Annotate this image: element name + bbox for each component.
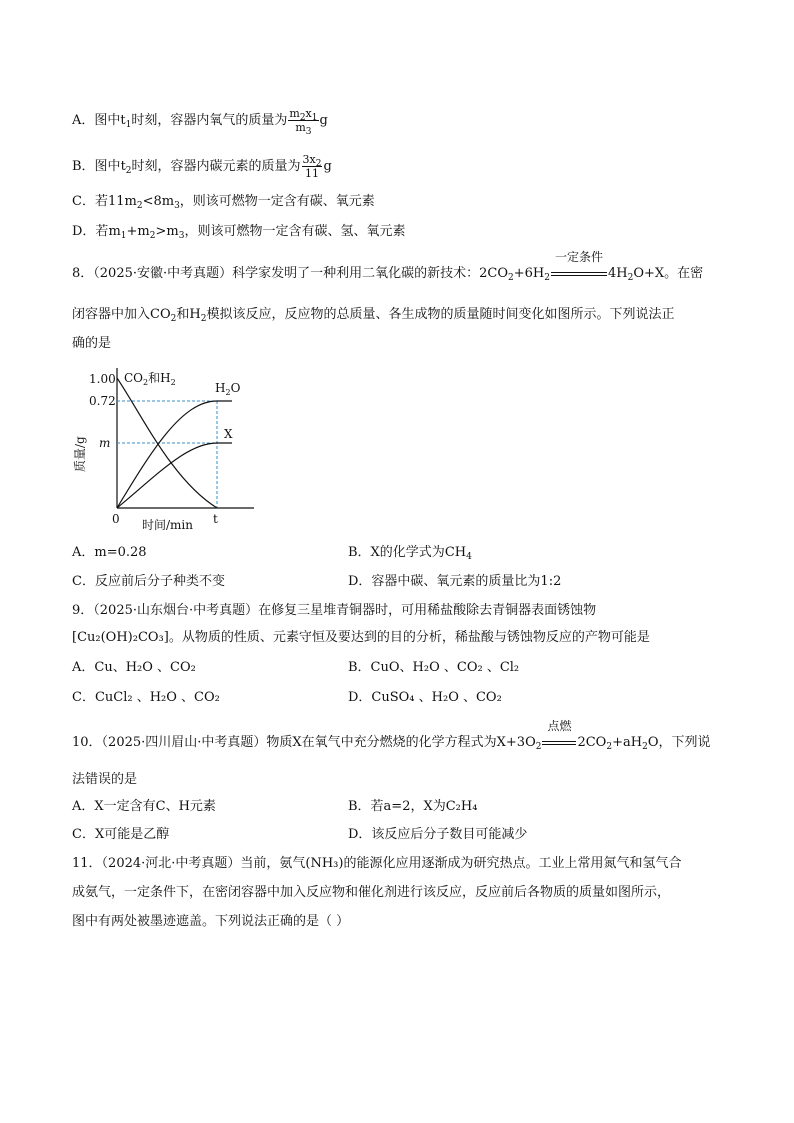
q9-option-c: C．CuCl₂ 、H₂O 、CO₂ [72,690,220,705]
mass-time-chart [72,360,262,535]
q8-option-b: B．X的化学式为$CH_4$ [348,545,472,562]
q9-stem-line2: [Cu₂(OH)₂CO₃]。从物质的性质、元素守恒及要达到的目的分析，稀盐酸与锈蚀物反应的产物可能是 [72,630,650,645]
q10-option-b: B．若a=2，X为C₂H₄ [348,799,478,814]
q8-stem-line3: 确的是 [72,336,112,351]
series-x [117,443,232,508]
q11-stem-line2: 成氨气，一定条件下，在密闭容器中加入反应物和催化剂进行该反应，反应前后各物质的质量如图所示， [72,885,671,900]
q10-option-a: A．X一定含有C、H元素 [72,799,216,814]
q8-stem-line2: 闭容器中加入$CO_2$和$H_2$模拟该反应，反应物的总质量、各生成物的质量随时间变化如图所示。下列说法正 [72,307,675,324]
q7-option-d: D．若$m_1+m_2>m_3$，则该可燃物一定含有碳、氢、氧元素 [72,224,406,241]
q9-option-b: B．CuO、H₂O 、CO₂ 、Cl₂ [348,660,520,675]
reaction-condition-ignite: 点燃 [542,734,576,752]
fraction-b: $\frac{3x_2}{11}$ [302,153,322,180]
y-tick-100: 1.00 [89,372,116,386]
q11-stem-line1: 11．（2024·河北·中考真题）当前，氨气(NH₃)的能源化应用逐渐成为研究热点。工业上常用氮气和氢气合 [72,856,682,871]
q10-option-c: C．X可能是乙醇 [72,827,170,842]
reaction-condition: 一定条件 [551,265,607,283]
q8-option-d: D．容器中碳、氧元素的质量比为1:2 [348,574,562,589]
q7-option-c: C．若$11m_2<8m_3$，则该可燃物一定含有碳、氧元素 [72,194,375,211]
q9-stem-line1: 9．（2025·山东烟台·中考真题）在修复三星堆青铜器时，可用稀盐酸除去青铜器表面锈蚀物 [72,603,597,618]
series-h2o [117,401,232,508]
q8-option-a: A．m=0.28 [72,545,147,560]
label-h2o: $H_2O$ [215,381,241,397]
q9-option-a: A．Cu、H₂O 、CO₂ [72,660,196,675]
q9-option-d: D．CuSO₄ 、H₂O 、CO₂ [348,690,502,705]
label-x: X [224,427,233,441]
y-axis-label: 质量/g [73,436,87,472]
y-tick-072: 0.72 [89,394,116,408]
q7-option-b: B．图中$t_2$时刻，容器内碳元素的质量为 $\frac{3x_2}{11}$ g [72,153,332,180]
q10-stem-line2: 法错误的是 [72,772,138,787]
q10-stem-line1: 10．（2025·四川眉山·中考真题）物质X在氧气中充分燃烧的化学方程式为$X+3O_2$ 点燃 $2CO_2+aH_2O$，下列说 [72,719,711,752]
q8-option-c: C．反应前后分子种类不变 [72,574,225,589]
y-tick-0: 0 [112,512,120,526]
q7-option-a: A．图中$t_1$时刻，容器内氧气的质量为 $\frac{m_2x_1}{m_3}$ g [72,107,328,137]
label-co2-h2: $CO_2$和$H_2$ [124,371,176,387]
x-tick-t: t [213,512,218,526]
q10-option-d: D．该反应后分子数目可能减少 [348,827,528,842]
x-axis-label: 时间/min [142,518,193,532]
q11-stem-line3: 图中有两处被墨迹遮盖。下列说法正确的是（ ） [72,914,350,929]
fraction-a: $\frac{m_2x_1}{m_3}$ [289,107,318,137]
q8-stem-line1: 8．（2025·安徽·中考真题）科学家发明了一种利用二氧化碳的新技术：$2CO_2+6H_2$ 一定条件 $4H_2O+X$。在密 [72,250,704,283]
y-tick-m: m [99,436,111,450]
